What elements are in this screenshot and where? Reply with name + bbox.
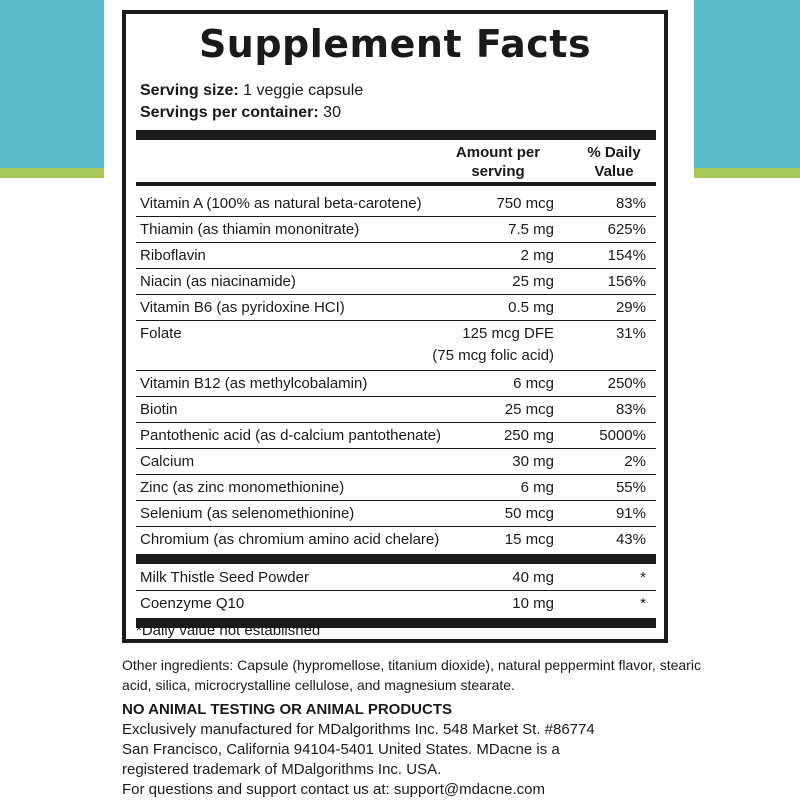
nutrient-amount: 7.5 mg	[508, 221, 554, 238]
nutrient-daily-value: 29%	[615, 299, 646, 316]
row-divider	[136, 500, 656, 501]
manufacturer-line-3: registered trademark of MDalgorithms Inc. USA.	[122, 761, 442, 778]
servings-per-container	[140, 104, 341, 122]
nutrient-daily-value: 154%	[607, 247, 646, 264]
nutrient-row	[140, 375, 652, 401]
row-divider	[136, 526, 656, 527]
nutrient-daily-value: *	[640, 595, 646, 612]
nutrient-name: Selenium (as selenomethionine)	[140, 505, 355, 522]
nutrient-daily-value: 55%	[615, 479, 646, 496]
nutrient-amount: 125 mcg DFE	[462, 325, 554, 342]
nutrient-row	[140, 427, 652, 453]
nutrient-amount: 10 mg	[512, 595, 554, 612]
manufacturer-info	[122, 720, 682, 800]
nutrient-amount: 25 mcg	[504, 401, 554, 418]
nutrient-row	[140, 325, 652, 375]
row-divider	[136, 422, 656, 423]
nutrient-daily-value: 250%	[607, 375, 646, 392]
nutrient-row	[140, 569, 652, 595]
nutrient-name: Pantothenic acid (as d-calcium pantothenate)	[140, 427, 442, 444]
nutrient-name: Milk Thistle Seed Powder	[140, 569, 309, 586]
nutrient-row	[140, 195, 652, 221]
no-animal-testing: NO ANIMAL TESTING OR ANIMAL PRODUCTS	[122, 701, 452, 718]
header-daily-value	[574, 143, 654, 181]
servings-per-container-value: 30	[318, 104, 341, 121]
nutrient-name: Niacin (as niacinamide)	[140, 273, 296, 290]
nutrient-daily-value: 83%	[615, 401, 646, 418]
header-amount-per-serving	[438, 143, 558, 181]
row-divider	[136, 216, 656, 217]
nutrient-name: Riboflavin	[140, 247, 206, 264]
nutrient-amount-detail: (75 mcg folic acid)	[432, 347, 554, 364]
serving-size-label: Serving size:	[140, 82, 239, 99]
thick-divider-top	[136, 130, 656, 140]
other-ingredients: Other ingredients: Capsule (hypromellose, titanium dioxide), natural peppermint flavor, stearic acid, silica, microcrystalline cellulose, and magnesium stearate.	[122, 657, 701, 693]
nutrient-row	[140, 299, 652, 325]
nutrient-amount: 6 mg	[520, 479, 554, 496]
header-dv-line1: % Daily	[587, 144, 641, 161]
manufacturer-line-4: For questions and support contact us at: support@mdacne.com	[122, 781, 545, 798]
header-divider	[136, 182, 656, 186]
servings-per-container-label: Servings per container:	[140, 104, 319, 121]
nutrient-row	[140, 479, 652, 505]
nutrient-name: Vitamin B6 (as pyridoxine HCI)	[140, 299, 345, 316]
row-divider	[136, 320, 656, 321]
row-divider	[136, 242, 656, 243]
nutrient-daily-value: 91%	[615, 505, 646, 522]
nutrient-amount: 15 mcg	[504, 531, 554, 548]
nutrient-daily-value: 625%	[607, 221, 646, 238]
row-divider	[136, 396, 656, 397]
nutrient-row	[140, 453, 652, 479]
nutrient-row	[140, 505, 652, 531]
header-amount-line1: Amount per	[455, 144, 541, 161]
supplement-facts-panel	[122, 10, 668, 643]
nutrient-row	[140, 401, 652, 427]
manufacturer-line-2: San Francisco, California 94104-5401 United States. MDacne is a	[122, 741, 560, 758]
row-divider	[136, 448, 656, 449]
header-dv-line2: Value	[594, 163, 634, 180]
nutrient-row	[140, 273, 652, 299]
nutrient-daily-value: 2%	[624, 453, 646, 470]
nutrient-name: Biotin	[140, 401, 178, 418]
row-divider	[136, 370, 656, 371]
nutrient-amount: 40 mg	[512, 569, 554, 586]
nutrient-amount: 250 mg	[503, 427, 554, 444]
nutrient-amount: 50 mcg	[504, 505, 554, 522]
nutrient-daily-value: 43%	[615, 531, 646, 548]
panel-title: Supplement Facts	[198, 22, 592, 66]
serving-size	[140, 82, 363, 100]
nutrient-daily-value: *	[640, 569, 646, 586]
nutrient-name: Vitamin B12 (as methylcobalamin)	[140, 375, 368, 392]
thick-divider	[136, 554, 656, 564]
nutrient-row	[140, 247, 652, 273]
nutrient-name: Folate	[140, 325, 182, 342]
serving-size-value: 1 veggie capsule	[238, 82, 364, 99]
nutrient-amount: 30 mg	[512, 453, 554, 470]
nutrient-daily-value: 5000%	[599, 427, 646, 444]
nutrient-daily-value: 83%	[615, 195, 646, 212]
nutrient-name: Coenzyme Q10	[140, 595, 245, 612]
row-divider	[136, 590, 656, 591]
row-divider	[136, 268, 656, 269]
nutrient-row	[140, 221, 652, 247]
nutrient-amount: 0.5 mg	[508, 299, 554, 316]
nutrient-daily-value: 156%	[607, 273, 646, 290]
nutrient-amount: 25 mg	[512, 273, 554, 290]
nutrient-name: Zinc (as zinc monomethionine)	[140, 479, 345, 496]
nutrient-name: Thiamin (as thiamin mononitrate)	[140, 221, 360, 238]
nutrient-name: Chromium (as chromium amino acid chelare)	[140, 531, 440, 548]
nutrient-name: Calcium	[140, 453, 195, 470]
manufacturer-line-1: Exclusively manufactured for MDalgorithms Inc. 548 Market St. #86774	[122, 721, 595, 738]
row-divider	[136, 294, 656, 295]
nutrient-amount: 750 mcg	[496, 195, 554, 212]
nutrient-daily-value: 31%	[615, 325, 646, 342]
nutrient-name: Vitamin A (100% as natural beta-carotene)	[140, 195, 422, 212]
header-amount-line2: serving	[471, 163, 525, 180]
nutrient-amount: 6 mcg	[513, 375, 554, 392]
nutrient-amount: 2 mg	[520, 247, 554, 264]
row-divider	[136, 474, 656, 475]
footnote: *Daily value not established	[136, 622, 321, 639]
